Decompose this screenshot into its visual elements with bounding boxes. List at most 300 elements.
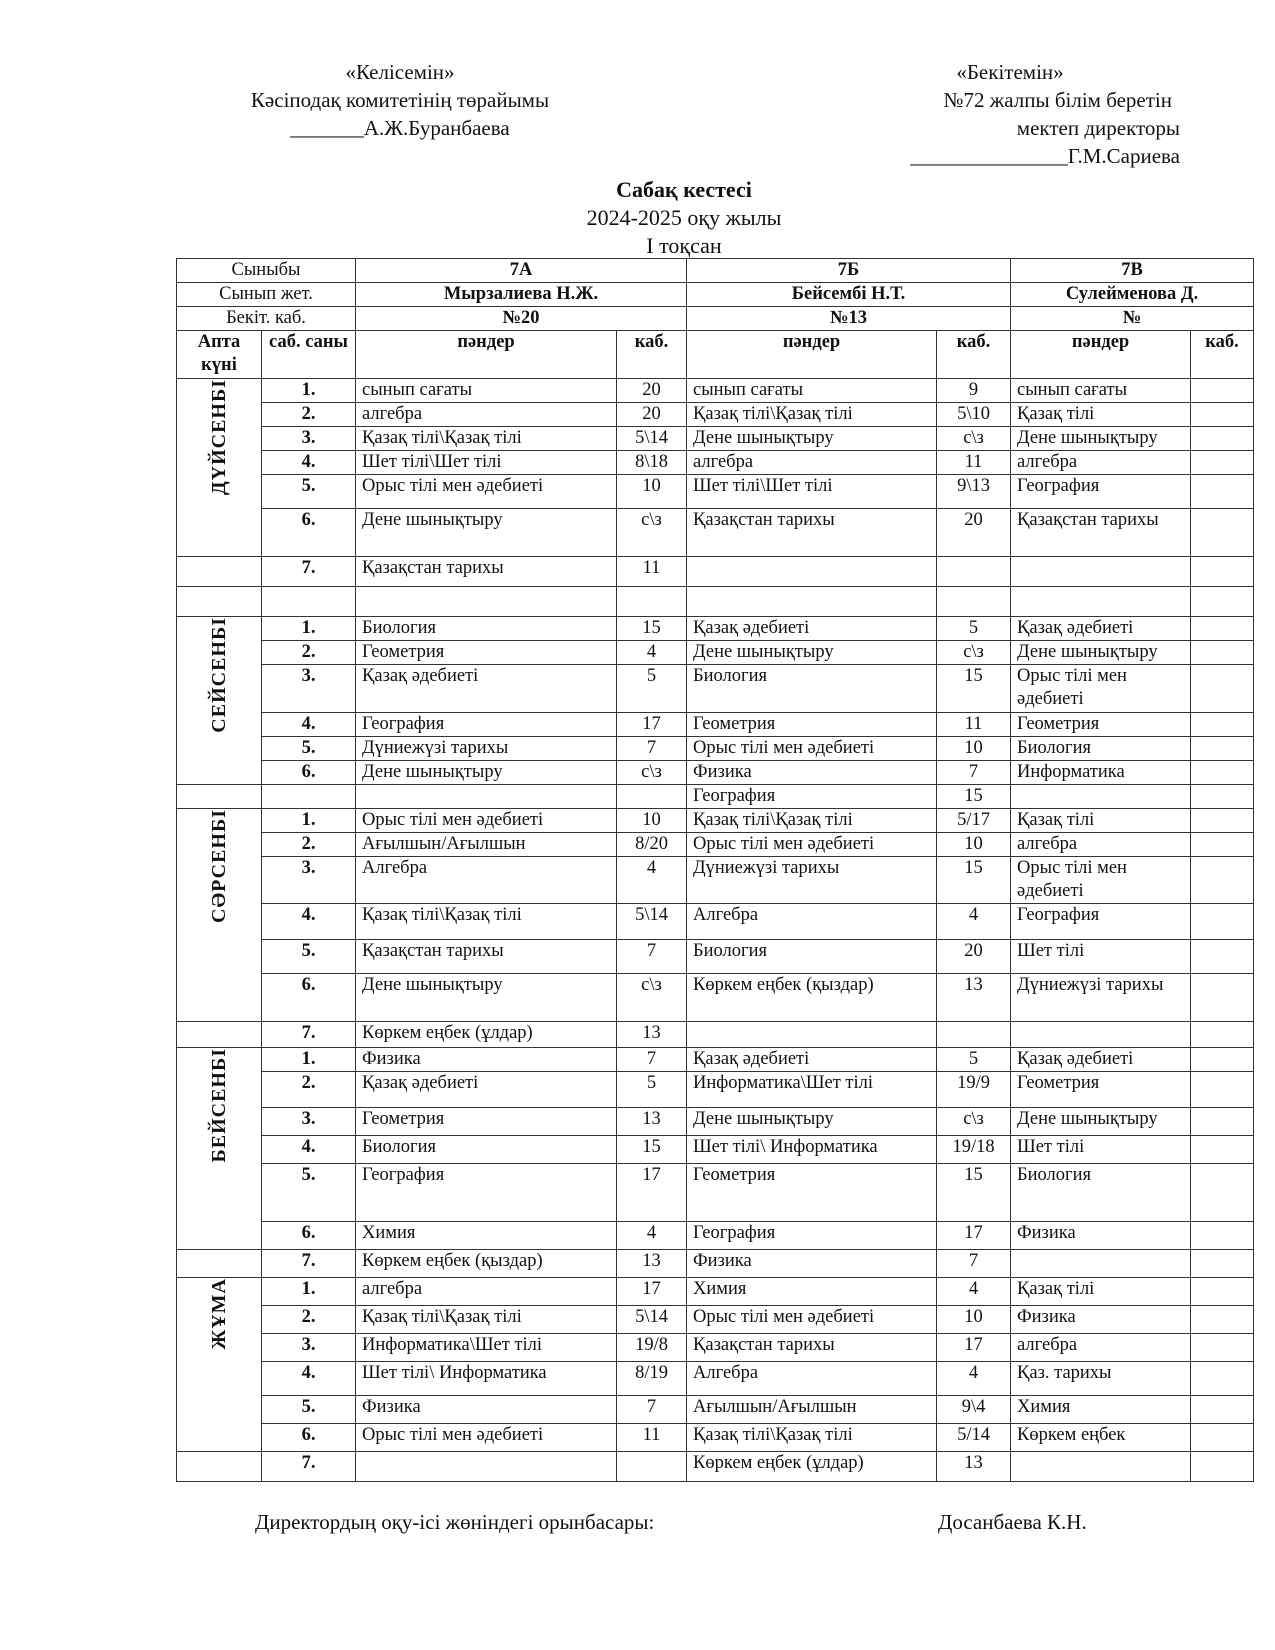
- subject-7a: [356, 785, 617, 809]
- subject-7b: Химия: [687, 1278, 937, 1306]
- subject-7b: Көркем еңбек (ұлдар): [687, 1452, 937, 1482]
- kab-7b: 9\4: [937, 1396, 1011, 1424]
- lesson-number: 7.: [262, 1452, 356, 1482]
- subject-7b: Қазақстан тарихы: [687, 509, 937, 557]
- kab-7b: 13: [937, 974, 1011, 1022]
- kab-7b: 5: [937, 1048, 1011, 1072]
- lesson-number: 6.: [262, 509, 356, 557]
- lesson-row: [177, 1108, 1254, 1136]
- kab-7a: 10: [617, 809, 687, 833]
- kab-7v: [1191, 737, 1254, 761]
- subject-7v: [1011, 1452, 1191, 1482]
- kab-7b: 19/9: [937, 1072, 1011, 1108]
- lesson-number: 5.: [262, 1396, 356, 1424]
- subject-7b: Геометрия: [687, 1164, 937, 1222]
- kab-7a: 5\14: [617, 1306, 687, 1334]
- lesson-number: 2.: [262, 1306, 356, 1334]
- day-label-cell: [177, 1048, 262, 1250]
- kab-7a: 17: [617, 1278, 687, 1306]
- class-row: [177, 259, 1254, 283]
- subject-7a: Қазақстан тарихы: [356, 557, 617, 587]
- kab-7b: [937, 557, 1011, 587]
- subject-7a: Геометрия: [356, 641, 617, 665]
- subject-7a: Информатика\Шет тілі: [356, 1334, 617, 1362]
- kab-7a: 8/19: [617, 1362, 687, 1396]
- lesson-number: 5.: [262, 737, 356, 761]
- kab-7v: [1191, 1108, 1254, 1136]
- kab-7v: [1191, 1278, 1254, 1306]
- lesson-number: 6.: [262, 761, 356, 785]
- kab-7a: с\з: [617, 509, 687, 557]
- subject-7v: [1011, 557, 1191, 587]
- subject-7b: Физика: [687, 1250, 937, 1278]
- subject-7b: Қазақ әдебиеті: [687, 617, 937, 641]
- day-label-cell: [177, 1278, 262, 1452]
- day-name: СЕЙСЕНБІ: [207, 617, 230, 733]
- subject-7b: Қазақстан тарихы: [687, 1334, 937, 1362]
- kab-7b: 13: [937, 1452, 1011, 1482]
- kab-7b: 7: [937, 1250, 1011, 1278]
- kab-7b: 15: [937, 857, 1011, 904]
- day-name: БЕЙСЕНБІ: [207, 1048, 230, 1163]
- subject-7a: География: [356, 713, 617, 737]
- lesson-row: [177, 857, 1254, 904]
- subject-7v: Дене шынықтыру: [1011, 427, 1191, 451]
- kab-7a: [617, 1452, 687, 1482]
- kab-7v: [1191, 451, 1254, 475]
- extra-lesson-row: [177, 1022, 1254, 1048]
- teacher-7b: Бейсембі Н.Т.: [687, 283, 1011, 307]
- spacer-cell: [1011, 587, 1191, 617]
- subjects-header-7v: пәндер: [1011, 331, 1191, 379]
- kab-7b: 15: [937, 785, 1011, 809]
- kab-7b: [937, 1022, 1011, 1048]
- subject-7a: Көркем еңбек (ұлдар): [356, 1022, 617, 1048]
- subject-7v: Қазақ тілі: [1011, 1278, 1191, 1306]
- kab-7v: [1191, 1136, 1254, 1164]
- kab-7a: 7: [617, 1048, 687, 1072]
- kab-7v: [1191, 1424, 1254, 1452]
- kab-7a: 7: [617, 1396, 687, 1424]
- kab-7b: 20: [937, 509, 1011, 557]
- subject-7v: Дүниежүзі тарихы: [1011, 974, 1191, 1022]
- deputy-director-name: Досанбаева К.Н.: [938, 1510, 1087, 1534]
- subject-7a: [356, 1452, 617, 1482]
- day-name: ЖҰМА: [207, 1278, 230, 1350]
- subject-7v: Физика: [1011, 1306, 1191, 1334]
- lesson-number: 3.: [262, 427, 356, 451]
- lesson-row: [177, 1424, 1254, 1452]
- subject-7v: Көркем еңбек: [1011, 1424, 1191, 1452]
- kab-7b: 9: [937, 379, 1011, 403]
- kab-7b: 4: [937, 904, 1011, 940]
- kab-7v: [1191, 1222, 1254, 1250]
- lesson-row: [177, 665, 1254, 713]
- kab-7a: 15: [617, 1136, 687, 1164]
- subjects-header-7b: пәндер: [687, 331, 937, 379]
- lesson-row: [177, 1306, 1254, 1334]
- kab-7v: [1191, 379, 1254, 403]
- spacer-cell: [356, 587, 617, 617]
- kab-7a: 5: [617, 1072, 687, 1108]
- lesson-row: [177, 1334, 1254, 1362]
- kab-header-7a: каб.: [617, 331, 687, 379]
- extra-lesson-row: [177, 785, 1254, 809]
- director-title: мектеп директоры: [1016, 116, 1180, 140]
- subject-7a: алгебра: [356, 1278, 617, 1306]
- subject-7a: Орыс тілі мен әдебиеті: [356, 1424, 617, 1452]
- subject-7v: Орыс тілі мен әдебиеті: [1011, 665, 1191, 713]
- day-label-cell: [177, 617, 262, 785]
- kab-7v: [1191, 617, 1254, 641]
- kab-7v: [1191, 427, 1254, 451]
- kab-7v: [1191, 809, 1254, 833]
- kab-7a: 4: [617, 1222, 687, 1250]
- kab-7b: с\з: [937, 1108, 1011, 1136]
- title-block: [168, 176, 1200, 260]
- kab-7a: 19/8: [617, 1334, 687, 1362]
- kab-7a: 11: [617, 1424, 687, 1452]
- lesson-row: [177, 833, 1254, 857]
- term-label: І тоқсан: [646, 233, 722, 258]
- subject-7a: Геометрия: [356, 1108, 617, 1136]
- subject-7b: [687, 557, 937, 587]
- kab-7b: 10: [937, 737, 1011, 761]
- subject-7b: [687, 1022, 937, 1048]
- lesson-row: [177, 974, 1254, 1022]
- subject-7a: Физика: [356, 1396, 617, 1424]
- subject-7v: Шет тілі: [1011, 940, 1191, 974]
- subject-7b: Қазақ тілі\Қазақ тілі: [687, 403, 937, 427]
- kab-7a: 11: [617, 557, 687, 587]
- lesson-row: [177, 379, 1254, 403]
- day-blank-cell: [177, 557, 262, 587]
- kab-7a: 8/20: [617, 833, 687, 857]
- subject-7v: алгебра: [1011, 833, 1191, 857]
- subject-7a: Шет тілі\ Информатика: [356, 1362, 617, 1396]
- kab-7v: [1191, 833, 1254, 857]
- kab-7a: 15: [617, 617, 687, 641]
- subject-7b: алгебра: [687, 451, 937, 475]
- lesson-number: 2.: [262, 641, 356, 665]
- subject-7v: Дене шынықтыру: [1011, 641, 1191, 665]
- kab-7a: 4: [617, 641, 687, 665]
- subject-7v: Қазақ тілі: [1011, 809, 1191, 833]
- lesson-row: [177, 809, 1254, 833]
- lesson-number: [262, 785, 356, 809]
- lesson-number: 3.: [262, 1108, 356, 1136]
- teacher-7v: Сулейменова Д.: [1011, 283, 1254, 307]
- director-signature: _______________Г.М.Сариева: [910, 144, 1180, 168]
- lesson-number: 5.: [262, 475, 356, 509]
- academic-year: 2024-2025 оқу жылы: [586, 205, 782, 230]
- kab-7v: [1191, 641, 1254, 665]
- lesson-row: [177, 1396, 1254, 1424]
- kab-7b: 11: [937, 713, 1011, 737]
- lesson-row: [177, 1048, 1254, 1072]
- teacher-7a: Мырзалиева Н.Ж.: [356, 283, 687, 307]
- kab-7b: 5/14: [937, 1424, 1011, 1452]
- kab-7b: с\з: [937, 641, 1011, 665]
- subject-7b: Көркем еңбек (қыздар): [687, 974, 937, 1022]
- kab-7v: [1191, 713, 1254, 737]
- kab-7v: [1191, 1048, 1254, 1072]
- subject-7v: Геометрия: [1011, 1072, 1191, 1108]
- day-blank-cell: [177, 1022, 262, 1048]
- subject-7v: Қазақ әдебиеті: [1011, 1048, 1191, 1072]
- lesson-row: [177, 451, 1254, 475]
- lesson-row: [177, 904, 1254, 940]
- kab-7v: [1191, 1452, 1254, 1482]
- subject-7v: Қазақстан тарихы: [1011, 509, 1191, 557]
- spacer-cell: [1191, 587, 1254, 617]
- lesson-number: 6.: [262, 1424, 356, 1452]
- kab-7b: с\з: [937, 427, 1011, 451]
- day-blank-cell: [177, 1250, 262, 1278]
- kab-7v: [1191, 940, 1254, 974]
- subject-7v: алгебра: [1011, 1334, 1191, 1362]
- teacher-row: [177, 283, 1254, 307]
- subject-7a: Қазақ әдебиеті: [356, 665, 617, 713]
- kab-7a: 8\18: [617, 451, 687, 475]
- kab-7v: [1191, 974, 1254, 1022]
- lesson-row: [177, 475, 1254, 509]
- union-chair-signature: _______А.Ж.Буранбаева: [290, 116, 510, 140]
- kab-7v: [1191, 1072, 1254, 1108]
- approval-block-right: [820, 58, 1180, 170]
- subject-7a: Орыс тілі мен әдебиеті: [356, 475, 617, 509]
- subject-7a: алгебра: [356, 403, 617, 427]
- subject-7b: сынып сағаты: [687, 379, 937, 403]
- lesson-row: [177, 1164, 1254, 1222]
- kab-7v: [1191, 403, 1254, 427]
- approved-label: «Бекітемін»: [956, 60, 1064, 84]
- lesson-row: [177, 641, 1254, 665]
- subject-7b: Ағылшын/Ағылшын: [687, 1396, 937, 1424]
- kab-7a: 20: [617, 379, 687, 403]
- kab-7v: [1191, 1334, 1254, 1362]
- subject-7b: Информатика\Шет тілі: [687, 1072, 937, 1108]
- subject-7b: Дене шынықтыру: [687, 427, 937, 451]
- subject-7a: Қазақстан тарихы: [356, 940, 617, 974]
- subject-7a: Орыс тілі мен әдебиеті: [356, 809, 617, 833]
- lesson-number: 1.: [262, 1278, 356, 1306]
- lesson-row: [177, 737, 1254, 761]
- subject-7b: Шет тілі\ Информатика: [687, 1136, 937, 1164]
- subject-7a: Ағылшын/Ағылшын: [356, 833, 617, 857]
- subject-7v: Қазақ тілі: [1011, 403, 1191, 427]
- subject-7v: алгебра: [1011, 451, 1191, 475]
- lesson-number: 6.: [262, 1222, 356, 1250]
- lesson-number: 6.: [262, 974, 356, 1022]
- kab-7a: 13: [617, 1250, 687, 1278]
- lesson-number: 3.: [262, 665, 356, 713]
- extra-lesson-row: [177, 1250, 1254, 1278]
- agreed-label: «Келісемін»: [345, 60, 455, 84]
- subject-7a: сынып сағаты: [356, 379, 617, 403]
- lesson-row: [177, 1136, 1254, 1164]
- subject-7v: [1011, 1022, 1191, 1048]
- school-name: №72 жалпы білім беретін: [943, 88, 1172, 112]
- page-title: Сабақ кестесі: [616, 177, 752, 202]
- lesson-number: 4.: [262, 1362, 356, 1396]
- lesson-row: [177, 713, 1254, 737]
- lesson-number: 3.: [262, 1334, 356, 1362]
- lesson-row: [177, 1278, 1254, 1306]
- day-name: ДҮЙСЕНБІ: [207, 379, 230, 496]
- kab-header-7v: каб.: [1191, 331, 1254, 379]
- kab-7v: [1191, 665, 1254, 713]
- room-row-label: Бекіт. каб.: [177, 307, 356, 331]
- spacer-cell: [177, 587, 262, 617]
- lesson-number: 2.: [262, 1072, 356, 1108]
- kab-7v: [1191, 509, 1254, 557]
- lesson-column-header: саб. саны: [262, 331, 356, 379]
- deputy-director-title: Директордың оқу-ісі жөніндегі орынбасары:: [255, 1510, 655, 1534]
- subject-7v: сынып сағаты: [1011, 379, 1191, 403]
- subject-7a: География: [356, 1164, 617, 1222]
- subject-7a: Дене шынықтыру: [356, 509, 617, 557]
- kab-7a: 5\14: [617, 904, 687, 940]
- kab-7b: 17: [937, 1222, 1011, 1250]
- lesson-number: 7.: [262, 1250, 356, 1278]
- lesson-row: [177, 617, 1254, 641]
- kab-7b: 15: [937, 665, 1011, 713]
- kab-7v: [1191, 1362, 1254, 1396]
- class-name-7b: 7Б: [687, 259, 1011, 283]
- subject-7a: Қазақ тілі\Қазақ тілі: [356, 427, 617, 451]
- kab-7b: 4: [937, 1278, 1011, 1306]
- subject-7b: Қазақ тілі\Қазақ тілі: [687, 809, 937, 833]
- kab-7b: 19/18: [937, 1136, 1011, 1164]
- subject-7a: Қазақ тілі\Қазақ тілі: [356, 904, 617, 940]
- lesson-number: 2.: [262, 833, 356, 857]
- kab-7b: 10: [937, 833, 1011, 857]
- kab-7a: 4: [617, 857, 687, 904]
- kab-7v: [1191, 1396, 1254, 1424]
- subject-7b: Қазақ әдебиеті: [687, 1048, 937, 1072]
- lesson-number: 5.: [262, 940, 356, 974]
- subject-7b: Қазақ тілі\Қазақ тілі: [687, 1424, 937, 1452]
- subject-7a: Дене шынықтыру: [356, 974, 617, 1022]
- kab-7a: 7: [617, 940, 687, 974]
- lesson-row: [177, 1222, 1254, 1250]
- kab-7a: 13: [617, 1108, 687, 1136]
- lesson-row: [177, 1362, 1254, 1396]
- kab-7b: 20: [937, 940, 1011, 974]
- day-column-header: Апта күні: [177, 331, 262, 379]
- kab-7v: [1191, 904, 1254, 940]
- lesson-number: 1.: [262, 809, 356, 833]
- lesson-row: [177, 509, 1254, 557]
- kab-7v: [1191, 1022, 1254, 1048]
- class-name-7v: 7В: [1011, 259, 1254, 283]
- lesson-number: 4.: [262, 904, 356, 940]
- subject-7a: Алгебра: [356, 857, 617, 904]
- kab-7a: 20: [617, 403, 687, 427]
- teacher-row-label: Сынып жет.: [177, 283, 356, 307]
- subject-7a: Көркем еңбек (қыздар): [356, 1250, 617, 1278]
- spacer-cell: [262, 587, 356, 617]
- spacer-row: [177, 587, 1254, 617]
- subject-7v: География: [1011, 904, 1191, 940]
- subject-7a: Дене шынықтыру: [356, 761, 617, 785]
- subject-7b: География: [687, 785, 937, 809]
- room-7v: №: [1011, 307, 1254, 331]
- subject-7v: Биология: [1011, 1164, 1191, 1222]
- subject-7b: Биология: [687, 665, 937, 713]
- room-7b: №13: [687, 307, 1011, 331]
- kab-7b: 5: [937, 617, 1011, 641]
- subject-7a: Биология: [356, 1136, 617, 1164]
- day-label-cell: [177, 809, 262, 1022]
- kab-7a: 13: [617, 1022, 687, 1048]
- lesson-number: 5.: [262, 1164, 356, 1222]
- kab-7v: [1191, 1250, 1254, 1278]
- lesson-number: 1.: [262, 617, 356, 641]
- room-row: [177, 307, 1254, 331]
- kab-7a: с\з: [617, 974, 687, 1022]
- subject-7v: Қазақ әдебиеті: [1011, 617, 1191, 641]
- subjects-header-7a: пәндер: [356, 331, 617, 379]
- kab-7v: [1191, 785, 1254, 809]
- subject-7b: География: [687, 1222, 937, 1250]
- subject-7b: Дене шынықтыру: [687, 1108, 937, 1136]
- kab-7v: [1191, 1306, 1254, 1334]
- lesson-row: [177, 940, 1254, 974]
- class-name-7a: 7А: [356, 259, 687, 283]
- subject-7v: Геометрия: [1011, 713, 1191, 737]
- subject-7v: География: [1011, 475, 1191, 509]
- kab-7v: [1191, 1164, 1254, 1222]
- kab-7v: [1191, 475, 1254, 509]
- subject-7v: Дене шынықтыру: [1011, 1108, 1191, 1136]
- subject-7b: Орыс тілі мен әдебиеті: [687, 1306, 937, 1334]
- lesson-number: 4.: [262, 1136, 356, 1164]
- subject-7b: Дүниежүзі тарихы: [687, 857, 937, 904]
- lesson-row: [177, 427, 1254, 451]
- subject-7v: Физика: [1011, 1222, 1191, 1250]
- kab-7v: [1191, 557, 1254, 587]
- kab-7a: 17: [617, 1164, 687, 1222]
- subject-7v: Информатика: [1011, 761, 1191, 785]
- subject-7b: Шет тілі\Шет тілі: [687, 475, 937, 509]
- lesson-number: 1.: [262, 1048, 356, 1072]
- approval-block-left: [190, 58, 610, 142]
- subject-7b: Биология: [687, 940, 937, 974]
- kab-7b: 17: [937, 1334, 1011, 1362]
- day-blank-cell: [177, 1452, 262, 1482]
- subject-7a: Қазақ әдебиеті: [356, 1072, 617, 1108]
- subject-7a: Қазақ тілі\Қазақ тілі: [356, 1306, 617, 1334]
- schedule-table: [176, 258, 1254, 1482]
- subject-7b: Алгебра: [687, 1362, 937, 1396]
- lesson-number: 2.: [262, 403, 356, 427]
- kab-7b: 15: [937, 1164, 1011, 1222]
- kab-7b: 5/17: [937, 809, 1011, 833]
- spacer-cell: [937, 587, 1011, 617]
- subject-7v: Биология: [1011, 737, 1191, 761]
- kab-7b: 4: [937, 1362, 1011, 1396]
- kab-7b: 5\10: [937, 403, 1011, 427]
- spacer-cell: [687, 587, 937, 617]
- kab-7b: 11: [937, 451, 1011, 475]
- subject-7v: [1011, 785, 1191, 809]
- lesson-number: 7.: [262, 557, 356, 587]
- extra-lesson-row: [177, 557, 1254, 587]
- subject-7v: Қаз. тарихы: [1011, 1362, 1191, 1396]
- extra-lesson-row: [177, 1452, 1254, 1482]
